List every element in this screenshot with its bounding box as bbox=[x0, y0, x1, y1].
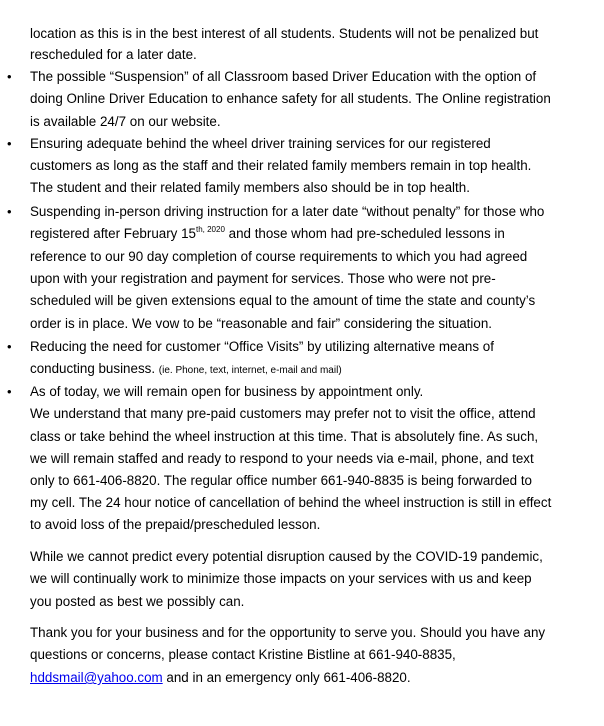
office-line-2-text: conducting business. bbox=[30, 361, 159, 376]
bullet-icon: • bbox=[7, 204, 12, 219]
inperson-line-1: Suspending in-person driving instruction for a later date “without penalty” for those who bbox=[30, 204, 545, 219]
inperson-line-6: order is in place. We vow to be “reasonable and fair” considering the situation. bbox=[30, 316, 492, 331]
open-line-2: We understand that many pre-paid customers may prefer not to visit the office, attend bbox=[30, 406, 536, 421]
inperson-line-5: scheduled will be given extensions equal to the amount of time the state and county’s bbox=[30, 293, 536, 308]
thanks-line-3-rest: and in an emergency only 661-406-8820. bbox=[162, 670, 411, 685]
training-line-2: customers as long as the staff and their related family members remain in top health. bbox=[30, 158, 532, 173]
suspension-line-3: is available 24/7 on our website. bbox=[30, 114, 221, 129]
inperson-line-2-rest: and those whom had pre-scheduled lessons in bbox=[224, 226, 505, 241]
office-line-1: Reducing the need for customer “Office Visits” by utilizing alternative means of bbox=[30, 339, 494, 354]
training-line-3: The student and their related family members also should be in top health. bbox=[30, 180, 470, 195]
inperson-line-2-text: registered after February 15 bbox=[30, 226, 196, 241]
intro-line-2: rescheduled for a later date. bbox=[30, 47, 197, 62]
bullet-icon: • bbox=[7, 339, 12, 354]
intro-line-1: location as this is in the best interest of all students. Students will not be penalized but bbox=[30, 26, 539, 41]
office-line-2-note: (ie. Phone, text, internet, e-mail and mail) bbox=[158, 365, 342, 376]
open-line-1: As of today, we will remain open for business by appointment only. bbox=[30, 384, 424, 399]
thanks-line-3 bbox=[30, 670, 411, 686]
email-link[interactable]: hddsmail@yahoo.com bbox=[30, 670, 163, 685]
open-line-5: only to 661-406-8820. The regular office number 661-940-8835 is being forwarded to bbox=[30, 473, 532, 488]
open-line-6: my cell. The 24 hour notice of cancellation of behind the wheel instruction is still in effect bbox=[30, 495, 552, 510]
bullet-icon: • bbox=[7, 384, 12, 399]
thanks-line-1: Thank you for your business and for the opportunity to serve you. Should you have any bbox=[30, 625, 546, 640]
bullet-icon: • bbox=[7, 69, 12, 84]
thanks-line-2: questions or concerns, please contact Kristine Bistline at 661-940-8835, bbox=[30, 647, 456, 662]
disruption-line-1: While we cannot predict every potential disruption caused by the COVID-19 pandemic, bbox=[30, 549, 543, 564]
inperson-line-4: upon with your registration and payment for services. Those who were not pre- bbox=[30, 271, 496, 286]
disruption-line-2: we will continually work to minimize those impacts on your services with us and keep bbox=[30, 571, 532, 586]
inperson-line-3: reference to our 90 day completion of course requirements to which you had agreed bbox=[30, 249, 528, 264]
inperson-line-2 bbox=[30, 226, 505, 242]
office-line-2 bbox=[30, 361, 342, 377]
inperson-line-2-superscript: th, 2020 bbox=[195, 225, 225, 234]
training-line-1: Ensuring adequate behind the wheel driver training services for our registered bbox=[30, 136, 491, 151]
open-line-4: we will remain staffed and ready to respond to your needs via e-mail, phone, and text bbox=[30, 451, 534, 466]
bullet-icon: • bbox=[7, 136, 12, 151]
disruption-line-3: you posted as best we possibly can. bbox=[30, 594, 245, 609]
open-line-7: to avoid loss of the prepaid/prescheduled lesson. bbox=[30, 517, 321, 532]
open-line-3: class or take behind the wheel instruction at this time. That is absolutely fine. As such, bbox=[30, 429, 539, 444]
suspension-line-1: The possible “Suspension” of all Classroom based Driver Education with the option of bbox=[30, 69, 537, 84]
suspension-line-2: doing Online Driver Education to enhance safety for all students. The Online registration bbox=[30, 91, 551, 106]
